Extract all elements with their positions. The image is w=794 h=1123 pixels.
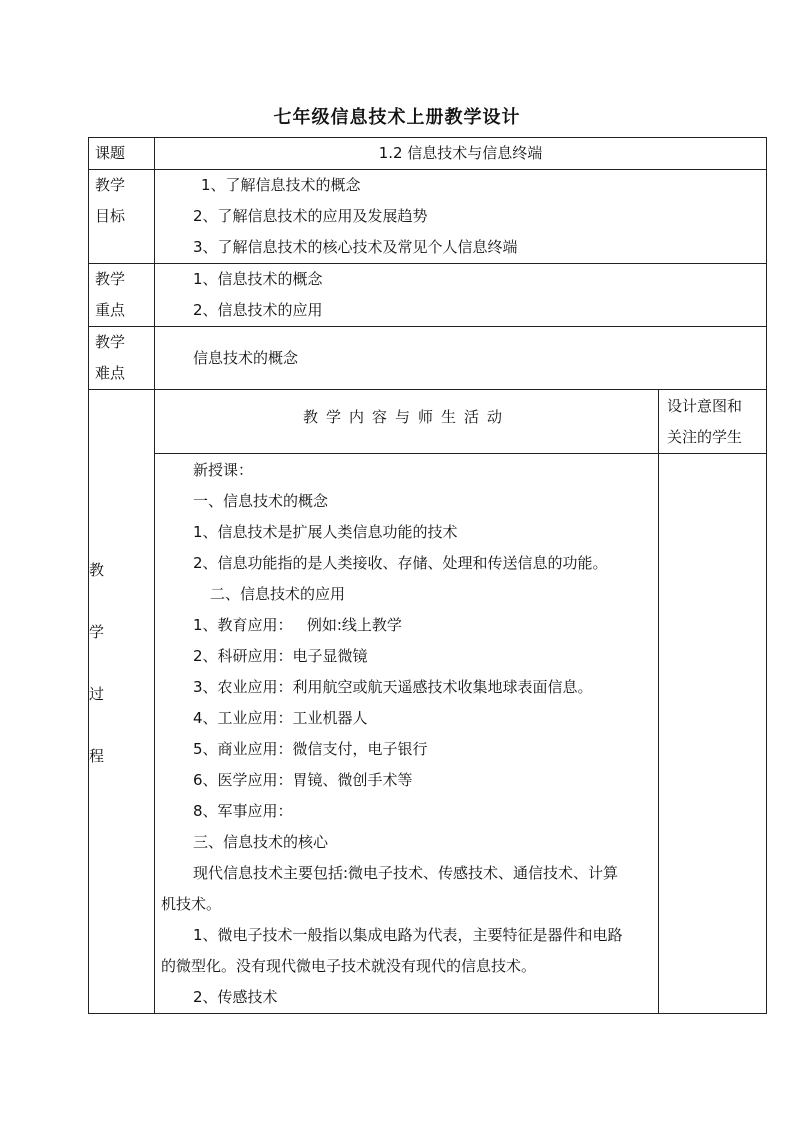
note-header-line-2: 关注的学生 bbox=[667, 428, 743, 446]
goals-label-cell bbox=[89, 170, 155, 264]
process-label-char: 教 bbox=[89, 561, 105, 579]
process-label-char: 过 bbox=[89, 685, 105, 703]
difficulties-label-a: 教学 bbox=[95, 333, 126, 351]
lesson-plan-table bbox=[88, 137, 767, 1014]
goals-label-b: 目标 bbox=[95, 207, 126, 225]
note-header-cell bbox=[659, 390, 767, 454]
content-line: 5、商业应用：微信支付，电子银行 bbox=[193, 740, 428, 758]
key-points-row bbox=[89, 264, 767, 327]
key-point-item: 2、信息技术的应用 bbox=[193, 301, 323, 319]
goal-item: 1、了解信息技术的概念 bbox=[201, 176, 361, 194]
topic-label: 课题 bbox=[95, 144, 126, 162]
topic-value-cell bbox=[155, 138, 767, 170]
content-header-cell bbox=[155, 390, 659, 454]
content-line: 1、教育应用： 例如:线上教学 bbox=[193, 616, 402, 634]
content-line: 机技术。 bbox=[161, 895, 222, 913]
content-header: 教学内容与师生活动 bbox=[302, 408, 510, 426]
content-line: 现代信息技术主要包括:微电子技术、传感技术、通信技术、计算 bbox=[193, 864, 619, 882]
content-line: 4、工业应用：工业机器人 bbox=[193, 709, 368, 727]
difficulties-label-cell bbox=[89, 327, 155, 390]
content-line: 三、信息技术的核心 bbox=[193, 833, 329, 851]
topic-row bbox=[89, 138, 767, 170]
difficulties-content-cell bbox=[155, 327, 767, 390]
key-point-item: 1、信息技术的概念 bbox=[193, 270, 323, 288]
goal-item: 3、了解信息技术的核心技术及常见个人信息终端 bbox=[193, 238, 518, 256]
key-points-label-b: 重点 bbox=[95, 301, 126, 319]
process-label-char: 学 bbox=[89, 623, 105, 641]
content-line: 2、科研应用：电子显微镜 bbox=[193, 647, 368, 665]
note-content-cell bbox=[659, 454, 767, 1014]
topic-value: 1.2 信息技术与信息终端 bbox=[378, 144, 543, 162]
process-label-char: 程 bbox=[89, 747, 105, 765]
difficulties-row bbox=[89, 327, 767, 390]
goal-item: 2、了解信息技术的应用及发展趋势 bbox=[193, 207, 428, 225]
topic-label-cell bbox=[89, 138, 155, 170]
content-line: 3、农业应用：利用航空或航天遥感技术收集地球表面信息。 bbox=[193, 678, 593, 696]
difficulty-item: 信息技术的概念 bbox=[193, 348, 299, 367]
content-line: 1、微电子技术一般指以集成电路为代表，主要特征是器件和电路 bbox=[193, 926, 623, 944]
key-points-label-cell bbox=[89, 264, 155, 327]
content-line: 一、信息技术的概念 bbox=[193, 492, 329, 510]
content-line: 6、医学应用：胃镜、微创手术等 bbox=[193, 771, 413, 789]
difficulties-label-b: 难点 bbox=[95, 364, 126, 382]
process-content-row bbox=[89, 454, 767, 1014]
content-line: 2、传感技术 bbox=[193, 988, 278, 1006]
goals-content-cell bbox=[155, 170, 767, 264]
content-line: 的微型化。没有现代微电子技术就没有现代的信息技术。 bbox=[161, 957, 537, 975]
content-line: 新授课： bbox=[193, 461, 254, 479]
process-content-cell bbox=[155, 454, 659, 1014]
content-line: 二、信息技术的应用 bbox=[210, 585, 346, 603]
key-points-content-cell bbox=[155, 264, 767, 327]
note-header-line-1: 设计意图和 bbox=[667, 397, 743, 415]
goals-row bbox=[89, 170, 767, 264]
content-line: 2、信息功能指的是人类接收、存储、处理和传送信息的功能。 bbox=[193, 554, 608, 572]
process-header-row bbox=[89, 390, 767, 454]
content-line: 1、信息技术是扩展人类信息功能的技术 bbox=[193, 523, 458, 541]
key-points-label-a: 教学 bbox=[95, 270, 126, 288]
page-title: 七年级信息技术上册教学设计 bbox=[273, 107, 521, 128]
goals-label-a: 教学 bbox=[95, 176, 126, 194]
content-line: 8、军事应用： bbox=[193, 802, 293, 820]
process-label-cell bbox=[89, 390, 155, 1014]
